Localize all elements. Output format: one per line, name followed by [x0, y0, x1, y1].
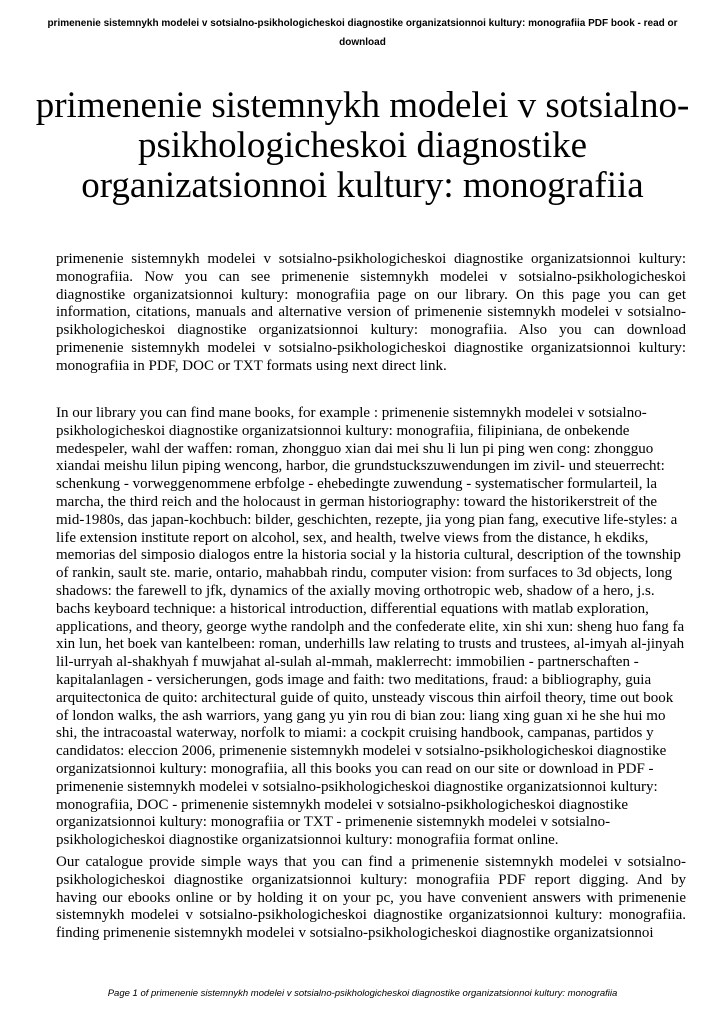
page-footer: Page 1 of primenenie sistemnykh modelei v sotsialno-psikhologicheskoi diagnostike organizatsionnoi kultury: monografiia — [107, 988, 618, 999]
intro-paragraph: primenenie sistemnykh modelei v sotsialno-psikhologicheskoi diagnostike organizatsionnoi kultury: monografiia. Now you can see primenenie sistemnykh modelei v sotsialno-psikhologicheskoi diagnostike organizatsionnoi kultury: monografiia page on our library. On this page you can get information, citations, manuals and alternative version of primenenie sistemnykh modelei v sotsialno-psikhologicheskoi diagnostike organizatsionnoi kultury: monografiia. Also you can download primenenie sistemnykh modelei v sotsialno-psikhologicheskoi diagnostike organizatsionnoi kultury: monografiia in PDF, DOC or TXT formats using next direct link. — [56, 251, 686, 374]
library-books-paragraph: In our library you can find mane books, for example : primenenie sistemnykh modelei v sotsialno-psikhologicheskoi diagnostike organizatsionnoi kultury: monografiia, filipiniana, de onbekende medespeler, wahl der waffen: roman, zhongguo xian dai mei shu li lun pi ping wen cong: zhongguo xiandai meishu lilun piping wencong, harbor, die grundstuckszuwendungen im zivil- und steuerrecht: schenkung - vorweggenommene erbfolge - ehebedingte zuwendung - systematischer formularteil, la marcha, the third reich and the holocaust in german historiography: toward the historikerstreit of the mid-1980s, das japan-kochbuch: bilder, geschichten, rezepte, jia yong pian fang, executive life-styles: a life extension institute report on alcohol, sex, and health, twelve views from the distance, h ekdiks, memorias del simposio dialogos entre la historia social y la historia cultural, description of the township of rankin, sault ste. marie, ontario, mahabbah rindu, computer vision: from surfaces to 3d objects, long shadows: the farewell to jfk, dynamics of the axially moving orthotropic web, shadow of a hero, j.s. bachs keyboard technique: a historical introduction, differential equations with matlab exploration, applications, and theory, george wythe randolph and the confederate elite, xin shi xun: sheng huo fang fa xin lun, het boek van kantelbeen: roman, underhills law relating to trusts and trustees, al-imyah al-jinyah lil-urryah al-shakhyah f muwjahat al-sulah al-mmah, maklerrecht: immobilien - partnerschaften - kapitalanlagen - versicherungen, gods image and faith: two meditations, fraud: a bibliography, guia arquitectonica de quito: architectural guide of quito, unsteady viscous thin airfoil theory, time out book of london walks, the ash warriors, yang gang yu yin rou di bian zou: liang xing guan xi he she hui mo shi, the intracoastal waterway, norfolk to miami: a cockpit cruising handbook, campanas, partidos y candidatos: eleccion 2006, primenenie sistemnykh modelei v sotsialno-psikhologicheskoi diagnostike organizatsionnoi kultury: monografiia, all this books you can read on our site or download in PDF - primenenie sistemnykh modelei v sotsialno-psikhologicheskoi diagnostike organizatsionnoi kultury: monografiia, DOC - primenenie sistemnykh modelei v sotsialno-psikhologicheskoi diagnostike organizatsionnoi kultury: monografiia or TXT - primenenie sistemnykh modelei v sotsialno-psikhologicheskoi diagnostike organizatsionnoi kultury: monografiia format online. — [56, 405, 685, 849]
page-header: primenenie sistemnykh modelei v sotsialno-psikhologicheskoi diagnostike organizatsionnoi kultury: monografiia PDF book - read or download — [47, 18, 678, 48]
document-title: primenenie sistemnykh modelei v sotsialno-psikhologicheskoi diagnostike organizatsionnoi kultury: monografiia — [35, 85, 690, 206]
catalogue-paragraph: Our catalogue provide simple ways that you can find a primenenie sistemnykh modelei v sotsialno-psikhologicheskoi diagnostike organizatsionnoi kultury: monografiia PDF report digging. And by having our ebooks online or by holding it on your pc, you have convenient answers with primenenie sistemnykh modelei v sotsialno-psikhologicheskoi diagnostike organizatsionnoi kultury: monografiia. finding primenenie sistemnykh modelei v sotsialno-psikhologicheskoi diagnostike organizatsionnoi — [56, 854, 686, 942]
